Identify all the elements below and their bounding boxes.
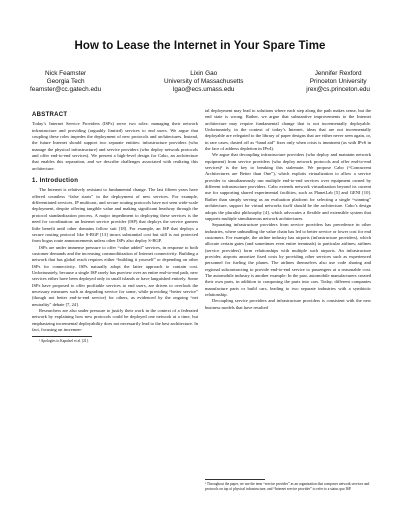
right-footnote-block [205,476,371,491]
author-name: Jennifer Rexford [314,70,362,77]
body-paragraph-4: Decoupling service providers and infrastructure providers is consistent with the new business models that have resulted [205,298,371,310]
intro-paragraph-1: The Internet is relatively resistant to fundamental change. The last fifteen years have offered countless “false starts” in the deployment of new services. For example, differentiated services, IP multicast, and secure routing protocols have not seen wide-scale deployment, despite offering tangible value and making significant headway through the protocol standardization process. A major impediment to deploying these services is the need for coordination: an Internet service provider (ISP) that deploys the service garners little benefit until other domains follow suit [18]. For example, an ISP that deploys a secure routing protocol like S-BGP [13] incurs substantial cost but still is not protected from bogus route announcements unless other ISPs also deploy S-BGP. [32,187,198,244]
body-paragraph-1: tal deployment may lead to solutions where each step along the path makes sense, but the end state is wrong. Rather, we argue that substantive improvements to the Internet architecture may require fundamental change that is not incrementally deployable. Unfortunately, in the context of today’s Internet, ideas that are not incrementally deployable are relegated to the library of paper designs that are either never seen again, or, in rare cases, dusted off as “band aid” fixes only when crisis is imminent (as with IPv6 in the face of address depletion in IPv4). [205,108,371,152]
body-paragraph-2: We argue that decoupling infrastructure providers (who deploy and maintain network equipment) from service providers (who deploy network protocols and offer end-to-end services)¹ is the key to breaking this stalemate. We propose Cabo (“Concurrent Architectures are Better than One”), which exploits virtualization to allow a service provider to simultaneously run multiple end-to-end services over equipment owned by different infrastructure providers. Cabo extends network virtualization beyond its current use for supporting shared experimental facilities, such as PlanetLab [5] and GENI [10]. Rather than simply serving as an evaluation platform for selecting a single “winning” architecture, support for virtual networks itself should be the architecture. Cabo’s design adopts the pluralist philosophy [4], which advocates a flexible and extensible system that supports multiple simultaneous network architectures. [205,152,371,221]
author-affiliation: Georgia Tech [46,78,85,86]
intro-paragraph-2: ISPs are under immense pressure to offer “value added” services, in response to both customer demands and the increasing commoditization of Internet connectivity. Building a network that has global reach requires either “building it yourself” or depending on other ISPs for connectivity. ISPs naturally adopt the latter approach to contain cost. Unfortunately, because a single ISP rarely has purview over an entire end-to-end path, new services either have been deployed only in small islands or have languished entirely. Some ISPs have proposed to offer profitable services to end users, are driven to overlook the necessary measures such as degrading service for some, while providing “better service” (though not better end-to-end service) for others, as evidenced by the ongoing “net neutrality” debate [7, 24]. [32,244,198,307]
paper-title: How to Lease the Internet in Your Spare Time [74,40,326,52]
author-email: jrex@cs.princeton.edu [306,86,370,94]
author-name: Nick Feamster [44,70,87,77]
left-column [32,112,198,344]
abstract-heading: ABSTRACT [32,112,68,118]
intro-paragraph-3: Researchers are also under pressure to justify their work in the context of a federated network by explaining how new protocols could be deployed one network at a time, but emphasizing incremental deployability does not necessarily lead to the best architecture. In fact, focusing on incremen- [32,307,198,332]
author-1 [30,70,101,95]
author-block [30,70,370,95]
body-paragraph-3: Separating infrastructure providers from service providers has precedence in other industries, where unbundling the value chain has led to better service or lower cost for end customers. For example, the airline industry has airports (infrastructure providers), which allocate certain gates (and sometimes even entire terminals) to particular airlines; airlines (service providers) form relationships with multiple such airports. An infrastructure provider, airports amortize fixed costs by providing other services such as experienced personnel for fueling the planes. The airlines themselves also use code sharing and regional subcontracting to provide end-to-end service to passengers at a reasonable cost. The automobile industry is another example: In the past, automobile manufacturers created their own parts, in addition to composing the parts into cars. Today, different companies manufacture parts or build cars, leading to two separate industries with a symbiotic relationship. [205,222,371,297]
abstract-text: Today’s Internet Service Providers (ISPs) serve two roles: managing their network infrastructure and providing (arguably limited) services to end users. We argue that coupling these roles impedes the deployment of new protocols and architectures. Instead, the future Internet should support two separate entities: infrastructure providers (who manage the physical infrastructure) and service providers (who deploy network protocols and offer end-to-end services). We present a high-level design for Cabo, an architecture that enables this separation, and we describe challenges associated with realizing this architecture. [32,121,198,171]
footnote-left: ¹ Apologies to Kapulzel et al. [21]. [39,339,89,344]
intro-heading: 1. Introduction [32,178,79,185]
author-3 [306,70,370,95]
author-name: Lixin Gao [190,70,218,77]
author-email: lgao@ecs.umass.edu [172,86,235,94]
author-email: feamster@cc.gatech.edu [30,86,102,94]
footnote-divider [32,336,92,337]
abstract-section [32,112,198,172]
author-affiliation: Princeton University [309,78,367,86]
footnote-divider [205,479,265,480]
author-affiliation: University of Massachusetts [163,78,244,86]
right-column [205,108,371,311]
author-2 [164,70,244,95]
footnote-right: ¹ Throughout the paper, we use the term “service provider” as an organization that composes network services and protocols on top of physical infrastructure, and “Internet service provider” to refer to a status quo ISP. [205,482,370,491]
